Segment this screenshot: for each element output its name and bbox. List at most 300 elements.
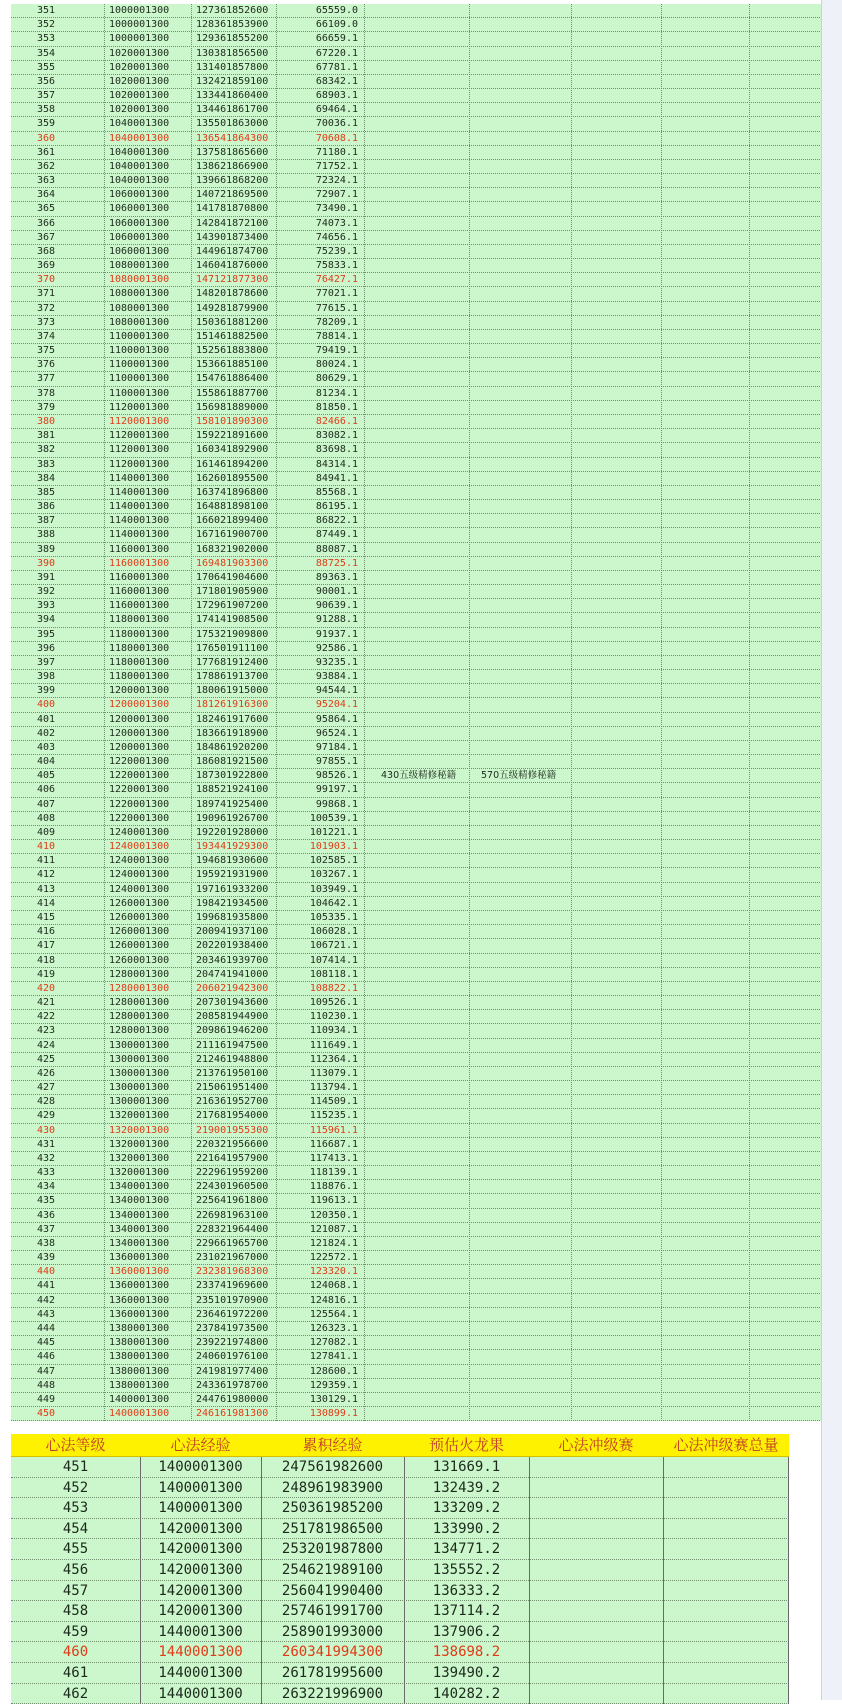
cell-level[interactable]: 377 [37,373,56,385]
cell-total-exp[interactable]: 221641957900 [196,1152,269,1164]
cell-total-exp[interactable]: 149281879900 [196,302,269,314]
cell-level[interactable]: 386 [37,501,56,513]
cell-level[interactable]: 432 [37,1152,56,1164]
cell-fruit-estimate[interactable]: 130129.1 [309,1393,358,1405]
cell-fruit-estimate[interactable]: 130899.1 [309,1408,358,1420]
cell-total-exp[interactable]: 158101890300 [196,415,269,427]
cell-fruit-estimate[interactable]: 70608.1 [315,132,358,144]
cell-total-exp[interactable]: 248961983900 [281,1479,384,1496]
cell-fruit-estimate[interactable]: 121824.1 [309,1237,358,1249]
cell-fruit-estimate[interactable]: 112364.1 [309,1053,358,1065]
cell-exp[interactable]: 1140001300 [109,472,170,484]
cell-fruit-estimate[interactable]: 80629.1 [315,373,358,385]
cell-total-exp[interactable]: 219001955300 [196,1124,269,1136]
cell-fruit-estimate[interactable]: 120350.1 [309,1209,358,1221]
cell-level[interactable]: 428 [37,1096,56,1108]
cell-fruit-estimate[interactable]: 83698.1 [315,444,358,456]
cell-fruit-estimate[interactable]: 77021.1 [315,288,358,300]
cell-exp[interactable]: 1400001300 [158,1459,243,1475]
cell-total-exp[interactable]: 163741896800 [196,486,269,498]
cell-level[interactable]: 390 [37,557,56,569]
cell-total-exp[interactable]: 203461939700 [196,954,269,966]
cell-level[interactable]: 375 [37,345,56,357]
cell-level[interactable]: 358 [37,104,56,116]
cell-level[interactable]: 444 [37,1322,56,1334]
cell-exp[interactable]: 1440001300 [158,1664,243,1681]
cell-fruit-estimate[interactable]: 79419.1 [315,345,358,357]
cell-total-exp[interactable]: 142841872100 [196,217,269,229]
cell-fruit-estimate[interactable]: 71752.1 [315,160,358,172]
cell-exp[interactable]: 1180001300 [109,642,170,654]
cell-fruit-estimate[interactable]: 128600.1 [309,1365,358,1377]
cell-total-exp[interactable]: 136541864300 [196,132,269,144]
cell-exp[interactable]: 1020001300 [109,47,170,59]
cell-fruit-estimate[interactable]: 65559.0 [315,5,358,16]
cell-level[interactable]: 385 [37,486,56,498]
cell-level[interactable]: 458 [62,1603,89,1620]
cell-total-exp[interactable]: 222961959200 [196,1167,269,1179]
cell-total-exp[interactable]: 133441860400 [196,90,269,102]
cell-fruit-estimate[interactable]: 127082.1 [309,1337,358,1349]
cell-total-exp[interactable]: 183661918900 [196,727,269,739]
cell-level[interactable]: 378 [37,387,56,399]
cell-level[interactable]: 450 [37,1408,56,1420]
cell-total-exp[interactable]: 176501911100 [196,642,269,654]
cell-exp[interactable]: 1020001300 [109,104,170,116]
cell-total-exp[interactable]: 143901873400 [196,231,269,243]
cell-total-exp[interactable]: 195921931900 [196,869,269,881]
cell-fruit-estimate[interactable]: 133990.2 [432,1520,501,1537]
cell-fruit-estimate[interactable]: 137114.2 [432,1603,501,1620]
cell-total-exp[interactable]: 211161947500 [196,1039,269,1051]
cell-fruit-estimate[interactable]: 114509.1 [309,1096,358,1108]
cell-total-exp[interactable]: 140721869500 [196,189,269,201]
cell-exp[interactable]: 1240001300 [109,841,170,853]
cell-level[interactable]: 381 [37,430,56,442]
cell-exp[interactable]: 1320001300 [109,1167,170,1179]
cell-fruit-estimate[interactable]: 72907.1 [315,189,358,201]
cell-level[interactable]: 416 [37,926,56,938]
cell-level[interactable]: 423 [37,1025,56,1037]
cell-exp[interactable]: 1240001300 [109,826,170,838]
cell-exp[interactable]: 1200001300 [109,699,170,711]
cell-level[interactable]: 406 [37,784,56,796]
cell-fruit-estimate[interactable]: 117413.1 [309,1152,358,1164]
cell-exp[interactable]: 1040001300 [109,118,170,130]
cell-total-exp[interactable]: 159221891600 [196,430,269,442]
vertical-scrollbar[interactable] [821,0,842,1700]
cell-level[interactable]: 396 [37,642,56,654]
cell-fruit-estimate[interactable]: 93235.1 [315,656,358,668]
cell-level[interactable]: 447 [37,1365,56,1377]
cell-total-exp[interactable]: 188521924100 [196,784,269,796]
cell-total-exp[interactable]: 217681954000 [196,1110,269,1122]
cell-exp[interactable]: 1180001300 [109,628,170,640]
cell-fruit-estimate[interactable]: 86822.1 [315,515,358,527]
cell-fruit-estimate[interactable]: 115235.1 [309,1110,358,1122]
cell-exp[interactable]: 1320001300 [109,1138,170,1150]
cell-exp[interactable]: 1040001300 [109,175,170,187]
cell-level[interactable]: 363 [37,175,56,187]
cell-exp[interactable]: 1380001300 [109,1379,170,1391]
cell-level[interactable]: 436 [37,1209,56,1221]
cell-fruit-estimate[interactable]: 68903.1 [315,90,358,102]
cell-exp[interactable]: 1200001300 [109,685,170,697]
cell-exp[interactable]: 1220001300 [109,770,170,782]
cell-level[interactable]: 413 [37,883,56,895]
cell-exp[interactable]: 1160001300 [109,586,170,598]
cell-fruit-estimate[interactable]: 99868.1 [315,798,358,810]
cell-exp[interactable]: 1340001300 [109,1195,170,1207]
cell-level[interactable]: 431 [37,1138,56,1150]
cell-fruit-estimate[interactable]: 107414.1 [309,954,358,966]
cell-fruit-estimate[interactable]: 103267.1 [309,869,358,881]
cell-fruit-estimate[interactable]: 122572.1 [309,1252,358,1264]
cell-exp[interactable]: 1000001300 [109,33,170,45]
cell-fruit-estimate[interactable]: 67781.1 [315,61,358,73]
cell-fruit-estimate[interactable]: 118139.1 [309,1167,358,1179]
cell-level[interactable]: 353 [37,33,56,45]
cell-fruit-estimate[interactable]: 89363.1 [315,571,358,583]
cell-total-exp[interactable]: 261781995600 [281,1664,384,1681]
cell-level[interactable]: 426 [37,1067,56,1079]
cell-note[interactable]: 570五级精修秘籍 [481,770,557,782]
cell-exp[interactable]: 1300001300 [109,1082,170,1094]
cell-level[interactable]: 402 [37,727,56,739]
cell-exp[interactable]: 1440001300 [158,1685,243,1702]
cell-fruit-estimate[interactable]: 75833.1 [315,260,358,272]
cell-total-exp[interactable]: 200941937100 [196,926,269,938]
cell-exp[interactable]: 1320001300 [109,1152,170,1164]
cell-total-exp[interactable]: 194681930600 [196,855,269,867]
cell-total-exp[interactable]: 226981963100 [196,1209,269,1221]
cell-fruit-estimate[interactable]: 77615.1 [315,302,358,314]
cell-fruit-estimate[interactable]: 80024.1 [315,359,358,371]
cell-level[interactable]: 418 [37,954,56,966]
cell-level[interactable]: 442 [37,1294,56,1306]
cell-exp[interactable]: 1180001300 [109,671,170,683]
cell-total-exp[interactable]: 254621989100 [281,1561,384,1578]
cell-total-exp[interactable]: 147121877300 [196,274,269,286]
cell-total-exp[interactable]: 236461972200 [196,1308,269,1320]
cell-exp[interactable]: 1360001300 [109,1308,170,1320]
cell-exp[interactable]: 1160001300 [109,571,170,583]
cell-exp[interactable]: 1120001300 [109,430,170,442]
cell-fruit-estimate[interactable]: 87449.1 [315,529,358,541]
cell-fruit-estimate[interactable]: 118876.1 [309,1181,358,1193]
cell-total-exp[interactable]: 212461948800 [196,1053,269,1065]
cell-exp[interactable]: 1380001300 [109,1322,170,1334]
cell-exp[interactable]: 1100001300 [109,373,170,385]
cell-level[interactable]: 380 [37,415,56,427]
cell-total-exp[interactable]: 153661885100 [196,359,269,371]
cell-exp[interactable]: 1300001300 [109,1096,170,1108]
cell-total-exp[interactable]: 155861887700 [196,387,269,399]
cell-exp[interactable]: 1260001300 [109,912,170,923]
header-total-exp[interactable]: 累积经验 [302,1436,363,1454]
cell-fruit-estimate[interactable]: 82466.1 [315,415,358,427]
cell-exp[interactable]: 1120001300 [109,401,170,413]
cell-level[interactable]: 434 [37,1181,56,1193]
cell-total-exp[interactable]: 260341994300 [281,1644,384,1661]
cell-level[interactable]: 443 [37,1308,56,1320]
cell-exp[interactable]: 1280001300 [109,1011,170,1023]
cell-exp[interactable]: 1280001300 [109,968,170,980]
cell-fruit-estimate[interactable]: 135552.2 [432,1561,501,1578]
cell-fruit-estimate[interactable]: 132439.2 [432,1479,501,1496]
cell-exp[interactable]: 1320001300 [109,1124,170,1136]
cell-total-exp[interactable]: 141781870800 [196,203,269,215]
cell-level[interactable]: 365 [37,203,56,215]
cell-total-exp[interactable]: 148201878600 [196,288,269,300]
cell-fruit-estimate[interactable]: 101903.1 [309,841,358,853]
cell-level[interactable]: 415 [37,912,56,923]
cell-level[interactable]: 399 [37,685,56,697]
cell-level[interactable]: 391 [37,571,56,583]
cell-exp[interactable]: 1020001300 [109,75,170,87]
cell-exp[interactable]: 1080001300 [109,288,170,300]
cell-fruit-estimate[interactable]: 109526.1 [309,997,358,1009]
cell-exp[interactable]: 1060001300 [109,203,170,215]
cell-fruit-estimate[interactable]: 84941.1 [315,472,358,484]
cell-total-exp[interactable]: 184861920200 [196,741,269,753]
cell-exp[interactable]: 1440001300 [158,1623,243,1640]
cell-level[interactable]: 459 [62,1623,89,1640]
cell-level[interactable]: 370 [37,274,56,286]
cell-total-exp[interactable]: 180061915000 [196,685,269,697]
cell-total-exp[interactable]: 243361978700 [196,1379,269,1391]
cell-total-exp[interactable]: 152561883800 [196,345,269,357]
cell-exp[interactable]: 1100001300 [109,345,170,357]
cell-exp[interactable]: 1140001300 [109,515,170,527]
cell-exp[interactable]: 1180001300 [109,614,170,626]
cell-fruit-estimate[interactable]: 68342.1 [315,75,358,87]
cell-level[interactable]: 438 [37,1237,56,1249]
cell-exp[interactable]: 1420001300 [158,1561,243,1578]
cell-level[interactable]: 419 [37,968,56,980]
cell-level[interactable]: 441 [37,1280,56,1292]
cell-fruit-estimate[interactable]: 101221.1 [309,826,358,838]
cell-level[interactable]: 453 [62,1500,89,1517]
cell-total-exp[interactable]: 244761980000 [196,1393,269,1405]
cell-exp[interactable]: 1280001300 [109,1025,170,1037]
cell-total-exp[interactable]: 207301943600 [196,997,269,1009]
cell-exp[interactable]: 1060001300 [109,231,170,243]
cell-total-exp[interactable]: 213761950100 [196,1067,269,1079]
cell-level[interactable]: 446 [37,1351,56,1363]
cell-exp[interactable]: 1260001300 [109,897,170,909]
cell-total-exp[interactable]: 131401857800 [196,61,269,73]
cell-exp[interactable]: 1200001300 [109,713,170,725]
cell-exp[interactable]: 1340001300 [109,1223,170,1235]
cell-fruit-estimate[interactable]: 96524.1 [315,727,358,739]
cell-total-exp[interactable]: 241981977400 [196,1365,269,1377]
cell-fruit-estimate[interactable]: 75239.1 [315,245,358,257]
cell-level[interactable]: 401 [37,713,56,725]
cell-exp[interactable]: 1240001300 [109,869,170,881]
cell-total-exp[interactable]: 129361855200 [196,33,269,45]
cell-exp[interactable]: 1280001300 [109,982,170,994]
header-exp[interactable]: 心法经验 [170,1436,231,1454]
cell-total-exp[interactable]: 193441929300 [196,841,269,853]
cell-level[interactable]: 362 [37,160,56,172]
cell-fruit-estimate[interactable]: 74656.1 [315,231,358,243]
cell-level[interactable]: 455 [62,1541,89,1558]
cell-level[interactable]: 439 [37,1252,56,1264]
cell-total-exp[interactable]: 150361881200 [196,316,269,328]
cell-fruit-estimate[interactable]: 108118.1 [309,968,358,980]
cell-level[interactable]: 433 [37,1167,56,1179]
cell-level[interactable]: 437 [37,1223,56,1235]
cell-exp[interactable]: 1160001300 [109,557,170,569]
cell-fruit-estimate[interactable]: 108822.1 [309,982,358,994]
header-level[interactable]: 心法等级 [45,1436,106,1454]
cell-total-exp[interactable]: 130381856500 [196,47,269,59]
cell-fruit-estimate[interactable]: 83082.1 [315,430,358,442]
cell-level[interactable]: 417 [37,940,56,952]
cell-total-exp[interactable]: 231021967000 [196,1252,269,1264]
cell-level[interactable]: 456 [62,1561,89,1578]
cell-exp[interactable]: 1400001300 [109,1408,170,1420]
cell-exp[interactable]: 1100001300 [109,359,170,371]
cell-level[interactable]: 421 [37,997,56,1009]
cell-total-exp[interactable]: 202201938400 [196,940,269,952]
cell-fruit-estimate[interactable]: 88087.1 [315,543,358,555]
cell-level[interactable]: 411 [37,855,56,867]
cell-exp[interactable]: 1000001300 [109,19,170,31]
cell-level[interactable]: 408 [37,812,56,824]
cell-fruit-estimate[interactable]: 66659.1 [315,33,358,45]
cell-fruit-estimate[interactable]: 121087.1 [309,1223,358,1235]
cell-exp[interactable]: 1380001300 [109,1365,170,1377]
cell-total-exp[interactable]: 156981889000 [196,401,269,413]
cell-fruit-estimate[interactable]: 115961.1 [309,1124,358,1136]
cell-total-exp[interactable]: 257461991700 [281,1603,384,1620]
cell-total-exp[interactable]: 132421859100 [196,75,269,87]
cell-fruit-estimate[interactable]: 74073.1 [315,217,358,229]
cell-fruit-estimate[interactable]: 84314.1 [315,458,358,470]
cell-exp[interactable]: 1260001300 [109,954,170,966]
cell-total-exp[interactable]: 208581944900 [196,1011,269,1023]
cell-level[interactable]: 403 [37,741,56,753]
cell-total-exp[interactable]: 258901993000 [281,1623,384,1640]
cell-total-exp[interactable]: 177681912400 [196,656,269,668]
cell-total-exp[interactable]: 233741969600 [196,1280,269,1292]
cell-level[interactable]: 394 [37,614,56,626]
cell-exp[interactable]: 1340001300 [109,1209,170,1221]
cell-fruit-estimate[interactable]: 71180.1 [315,146,358,158]
cell-exp[interactable]: 1240001300 [109,855,170,867]
cell-level[interactable]: 387 [37,515,56,527]
cell-exp[interactable]: 1400001300 [158,1500,243,1517]
cell-exp[interactable]: 1220001300 [109,756,170,768]
cell-fruit-estimate[interactable]: 90001.1 [315,586,358,598]
cell-exp[interactable]: 1340001300 [109,1237,170,1249]
cell-level[interactable]: 368 [37,245,56,257]
cell-level[interactable]: 388 [37,529,56,541]
cell-exp[interactable]: 1080001300 [109,316,170,328]
header-fruit-estimate[interactable]: 预估火龙果 [428,1436,504,1454]
cell-total-exp[interactable]: 190961926700 [196,812,269,824]
cell-fruit-estimate[interactable]: 123320.1 [309,1266,358,1278]
cell-level[interactable]: 393 [37,600,56,612]
cell-level[interactable]: 424 [37,1039,56,1051]
cell-level[interactable]: 407 [37,798,56,810]
cell-level[interactable]: 449 [37,1393,56,1405]
cell-total-exp[interactable]: 246161981300 [196,1408,269,1420]
cell-level[interactable]: 405 [37,770,56,782]
cell-level[interactable]: 461 [62,1664,89,1681]
cell-total-exp[interactable]: 161461894200 [196,458,269,470]
cell-fruit-estimate[interactable]: 98526.1 [315,770,358,782]
cell-fruit-estimate[interactable]: 91288.1 [315,614,358,626]
cell-exp[interactable]: 1140001300 [109,501,170,513]
cell-total-exp[interactable]: 199681935800 [196,912,269,923]
cell-total-exp[interactable]: 127361852600 [196,5,269,16]
cell-total-exp[interactable]: 189741925400 [196,798,269,810]
cell-exp[interactable]: 1360001300 [109,1266,170,1278]
cell-fruit-estimate[interactable]: 94544.1 [315,685,358,697]
cell-total-exp[interactable]: 178861913700 [196,671,269,683]
cell-fruit-estimate[interactable]: 113079.1 [309,1067,358,1079]
cell-fruit-estimate[interactable]: 116687.1 [309,1138,358,1150]
cell-exp[interactable]: 1200001300 [109,727,170,739]
cell-level[interactable]: 369 [37,260,56,272]
cell-level[interactable]: 435 [37,1195,56,1207]
cell-fruit-estimate[interactable]: 88725.1 [315,557,358,569]
cell-level[interactable]: 361 [37,146,56,158]
cell-total-exp[interactable]: 138621866900 [196,160,269,172]
cell-exp[interactable]: 1220001300 [109,798,170,810]
cell-fruit-estimate[interactable]: 106721.1 [309,940,358,952]
cell-level[interactable]: 379 [37,401,56,413]
cell-exp[interactable]: 1400001300 [109,1393,170,1405]
cell-total-exp[interactable]: 197161933200 [196,883,269,895]
cell-exp[interactable]: 1280001300 [109,997,170,1009]
cell-fruit-estimate[interactable]: 70036.1 [315,118,358,130]
cell-fruit-estimate[interactable]: 105335.1 [309,912,358,923]
cell-total-exp[interactable]: 209861946200 [196,1025,269,1037]
cell-exp[interactable]: 1020001300 [109,61,170,73]
cell-total-exp[interactable]: 240601976100 [196,1351,269,1363]
cell-level[interactable]: 359 [37,118,56,130]
cell-exp[interactable]: 1120001300 [109,415,170,427]
cell-exp[interactable]: 1420001300 [158,1603,243,1620]
cell-exp[interactable]: 1080001300 [109,260,170,272]
cell-exp[interactable]: 1440001300 [158,1644,243,1661]
cell-total-exp[interactable]: 146041876000 [196,260,269,272]
cell-total-exp[interactable]: 144961874700 [196,245,269,257]
cell-total-exp[interactable]: 134461861700 [196,104,269,116]
cell-total-exp[interactable]: 164881898100 [196,501,269,513]
cell-level[interactable]: 420 [37,982,56,994]
cell-fruit-estimate[interactable]: 137906.2 [432,1623,501,1640]
cell-exp[interactable]: 1040001300 [109,132,170,144]
cell-fruit-estimate[interactable]: 102585.1 [309,855,358,867]
cell-exp[interactable]: 1040001300 [109,160,170,172]
cell-level[interactable]: 448 [37,1379,56,1391]
cell-total-exp[interactable]: 204741941000 [196,968,269,980]
cell-exp[interactable]: 1360001300 [109,1252,170,1264]
cell-fruit-estimate[interactable]: 81234.1 [315,387,358,399]
cell-level[interactable]: 382 [37,444,56,456]
cell-total-exp[interactable]: 160341892900 [196,444,269,456]
cell-total-exp[interactable]: 170641904600 [196,571,269,583]
cell-total-exp[interactable]: 235101970900 [196,1294,269,1306]
cell-exp[interactable]: 1020001300 [109,90,170,102]
cell-fruit-estimate[interactable]: 103949.1 [309,883,358,895]
cell-fruit-estimate[interactable]: 95864.1 [315,713,358,725]
